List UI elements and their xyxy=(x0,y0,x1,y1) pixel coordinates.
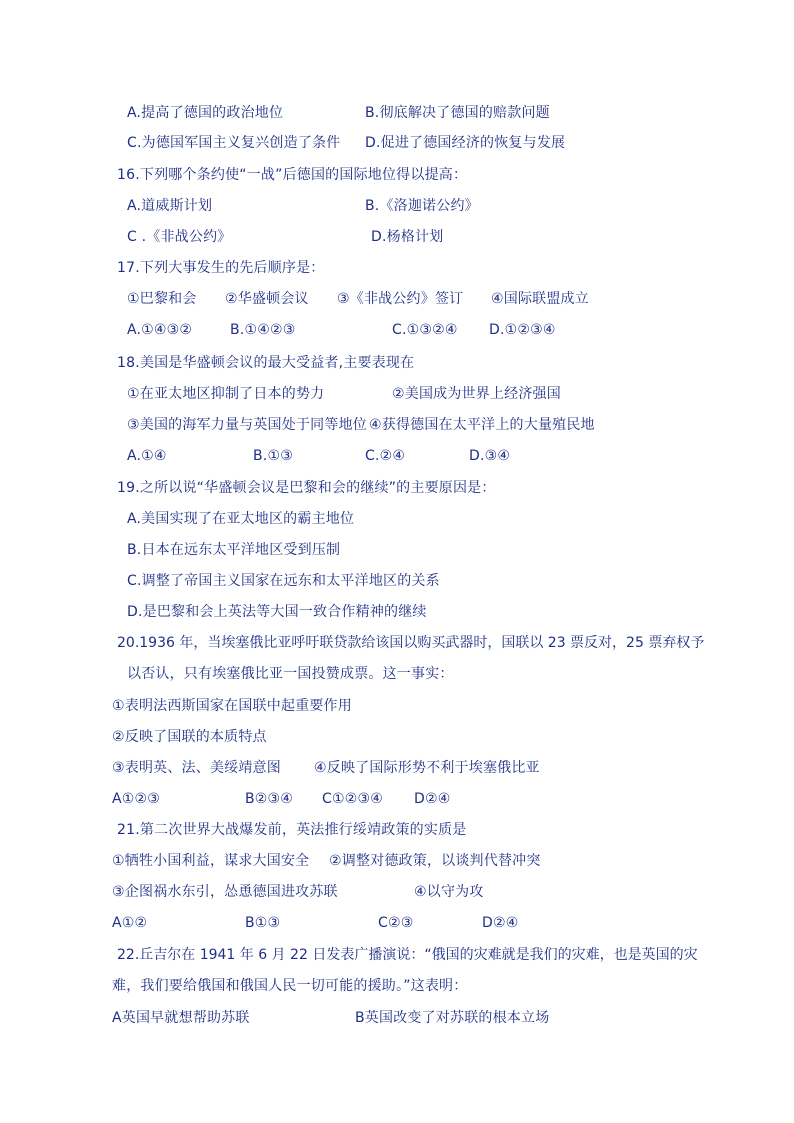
option-b[interactable]: B②③④ xyxy=(245,791,294,807)
option-b[interactable]: B.日本在远东太平洋地区受到压制 xyxy=(127,542,341,558)
item-4: ④获得德国在太平洋上的大量殖民地 xyxy=(369,417,595,433)
item-3: ③美国的海军力量与英国处于同等地位 xyxy=(127,417,367,433)
option-b[interactable]: B英国改变了对苏联的根本立场 xyxy=(355,1010,550,1026)
option-c[interactable]: C.①③②④ xyxy=(392,322,458,338)
question-22-stem-line2: 难，我们要给俄国和俄国人民一切可能的援助。”这表明： xyxy=(112,978,468,994)
question-20-stem-line1: 20.1936 年，当埃塞俄比亚呼吁联贷款给该国以购买武器时，国联以 23 票反对，25 票弃权予 xyxy=(117,635,705,651)
option-c[interactable]: C①②③④ xyxy=(322,791,383,807)
option-a[interactable]: A.①④ xyxy=(127,448,167,464)
option-a[interactable]: A英国早就想帮助苏联 xyxy=(112,1010,250,1026)
option-b[interactable]: B.彻底解决了德国的赔款问题 xyxy=(365,105,550,121)
item-2: ②调整对德政策，以谈判代替冲突 xyxy=(329,853,541,869)
question-20-stem-line2: 以否认，只有埃塞俄比亚一国投赞成票。这一事实： xyxy=(127,666,454,682)
option-c[interactable]: C.为德国军国主义复兴创造了条件 xyxy=(127,135,341,151)
option-c[interactable]: C.调整了帝国主义国家在远东和太平洋地区的关系 xyxy=(127,573,440,589)
option-a[interactable]: A.道威斯计划 xyxy=(127,198,213,214)
item-3: ③企图祸水东引，怂恿德国进攻苏联 xyxy=(112,884,338,900)
item-1: ①牺牲小国利益，谋求大国安全 xyxy=(112,853,310,869)
item-2: ②美国成为世界上经济强国 xyxy=(392,386,561,402)
question-17-stem: 17.下列大事发生的先后顺序是： xyxy=(117,260,325,276)
option-d[interactable]: D.促进了德国经济的恢复与发展 xyxy=(365,135,566,151)
item-3: ③表明英、法、美绥靖意图 xyxy=(112,760,281,776)
option-c[interactable]: C②③ xyxy=(378,915,414,931)
option-b[interactable]: B.①③ xyxy=(253,448,293,464)
question-21-stem: 21.第二次世界大战爆发前，英法推行绥靖政策的实质是 xyxy=(117,822,467,838)
question-16-stem: 16.下列哪个条约使“一战”后德国的国际地位得以提高： xyxy=(117,167,468,183)
option-a[interactable]: A①② xyxy=(112,915,148,931)
question-18-stem: 18.美国是华盛顿会议的最大受益者,主要表现在 xyxy=(117,355,415,371)
option-b[interactable]: B.①④②③ xyxy=(230,322,296,338)
option-b[interactable]: B.《洛迦诺公约》 xyxy=(365,198,479,214)
item-1: ①在亚太地区抑制了日本的势力 xyxy=(127,386,325,402)
item-1: ①表明法西斯国家在国联中起重要作用 xyxy=(112,698,352,714)
option-d[interactable]: D②④ xyxy=(414,791,451,807)
option-d[interactable]: D②④ xyxy=(482,915,519,931)
option-d[interactable]: D.①②③④ xyxy=(489,322,556,338)
item-4: ④国际联盟成立 xyxy=(491,291,589,307)
question-22-stem-line1: 22.丘吉尔在 1941 年 6 月 22 日发表广播演说：“俄国的灾难就是我们的灾难，也是英国的灾 xyxy=(117,947,698,963)
option-b[interactable]: B①③ xyxy=(245,915,281,931)
option-c[interactable]: C.②④ xyxy=(365,448,406,464)
option-c[interactable]: C .《非战公约》 xyxy=(127,229,232,245)
item-4: ④以守为攻 xyxy=(414,884,484,900)
option-a[interactable]: A①②③ xyxy=(112,791,161,807)
option-a[interactable]: A.提高了德国的政治地位 xyxy=(127,105,284,121)
item-1: ①巴黎和会 xyxy=(127,291,197,307)
item-2: ②华盛顿会议 xyxy=(225,291,309,307)
item-3: ③《非战公约》签订 xyxy=(337,291,464,307)
option-a[interactable]: A.美国实现了在亚太地区的霸主地位 xyxy=(127,511,355,527)
question-19-stem: 19.之所以说“华盛顿会议是巴黎和会的继续”的主要原因是： xyxy=(117,480,496,496)
item-4: ④反映了国际形势不利于埃塞俄比亚 xyxy=(314,760,540,776)
option-d[interactable]: D.是巴黎和会上英法等大国一致合作精神的继续 xyxy=(127,604,427,620)
option-d[interactable]: D.杨格计划 xyxy=(371,229,444,245)
item-2: ②反映了国联的本质特点 xyxy=(112,729,267,745)
option-a[interactable]: A.①④③② xyxy=(127,322,193,338)
option-d[interactable]: D.③④ xyxy=(469,448,511,464)
